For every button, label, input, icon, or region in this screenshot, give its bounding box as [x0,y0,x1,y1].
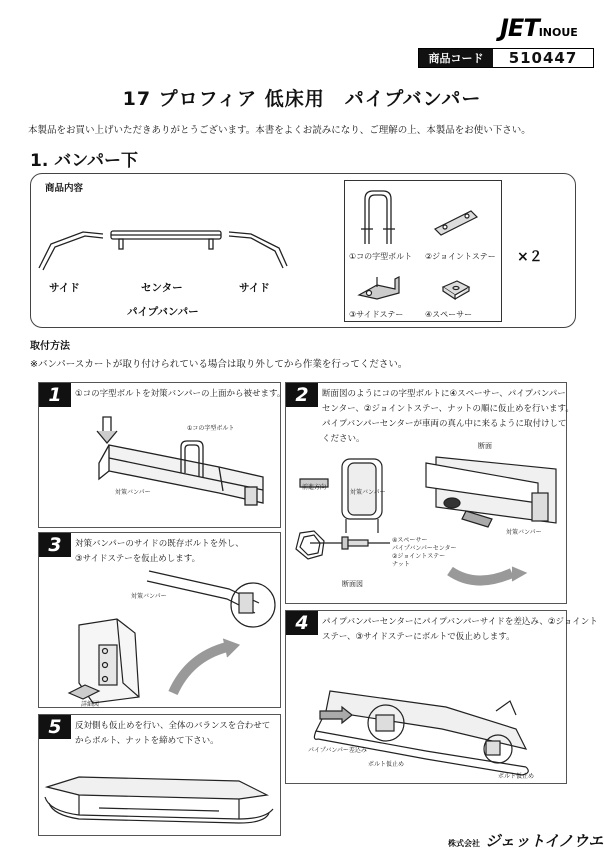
intro-text: 本製品をお買い上げいただきありがとうございます。本書をよくお読みになり、ご理解の上、本製品をお使い下さい。 [28,125,531,136]
step-4-illustration [286,611,568,785]
spacer-icon [441,277,471,303]
step-2-section-label: 断面 [478,442,492,450]
step-2-text-line-2: センター、②ジョイントステー、ナットの順に仮止めを行います。 [322,404,574,414]
step-3-text-line-1: 対策バンパーのサイドの既存ボルトを外し、 [75,539,244,549]
part-group-label: パイプバンパー [127,306,199,318]
step-2-text-line-3: パイプバンパーセンターが車両の真ん中に来るように取付けして [322,419,567,429]
step-3-illustration [39,533,282,709]
product-code-value: 510447 [508,49,578,67]
step-2-number: 2 [286,383,318,407]
step-2-text-line-4: ください。 [322,434,365,444]
side-stay-icon [355,269,405,305]
step-5-number: 5 [39,715,71,739]
page-title: 17 プロフィア 低床用 パイプバンパー [122,88,482,110]
step-2-panel [285,382,574,604]
step-4-text-line-2: ステー、③サイドステーにボルトで仮止めします。 [322,632,515,642]
step-1-bumper-label: 対策バンパー [115,489,151,496]
step-1-number: 1 [39,383,71,407]
step-2-center-label: パイプバンパーセンター [392,545,457,552]
hardware-box [344,180,502,322]
step-3-panel [38,532,281,708]
section-title: 1. バンパー下 [30,151,139,171]
step-4-bolt-label-1: ボルト仮止め [368,761,405,768]
company-name: 株式会社 ジェットイノウエ [448,832,604,850]
part-side-right-label: サイド [239,282,270,294]
procedure-heading: 取付方法 [30,341,70,352]
u-bolt-icon [359,189,399,249]
side-stay-label: ③サイドステー [349,310,404,319]
step-5-text-line-2: からボルト、ナットを締めて下さい。 [75,736,219,746]
step-2-diagram-label: 断面図 [342,580,363,588]
step-3-number: 3 [39,533,71,557]
product-code-label: 商品コード [419,49,493,67]
step-4-text-line-1: パイプバンパーセンターにパイプバンパーサイドを差込み、②ジョイント [322,617,598,627]
step-2-nut-label: ナット [392,561,410,568]
step-1-bolt-label: ①コの字型ボルト [187,425,235,432]
part-side-left-label: サイド [49,282,80,294]
step-4-number: 4 [286,611,318,635]
step-5-panel [38,714,281,836]
step-4-bolt-label-2: ボルト仮止め [498,773,535,780]
product-contents-panel [30,173,576,328]
step-2-spacer-label: ④スペーサー [392,537,428,544]
step-2-joint-label: ②ジョイントステー [392,553,446,560]
product-code-box [418,48,594,68]
step-2-illustration [286,383,568,605]
step-2-text-line-1: 断面図のようにコの字型ボルトに④スペーサー、パイプバンパー [322,389,566,399]
procedure-note: ※バンパースカートが取り付けられている場合は取り外してから作業を行ってください。 [30,359,408,370]
step-1-panel [38,382,286,528]
jet-inoue-logo: JETINOUE [500,14,578,42]
spacer-label: ④スペーサー [425,310,473,319]
step-3-text-line-2: ③サイドステーを仮止めします。 [75,554,201,564]
step-1-text: ①コの字型ボルトを対策バンパーの上面から被せます。 [75,389,286,399]
step-3-detail-label: 詳細図 [81,701,100,708]
u-bolt-label: ①コの字型ボルト [349,252,413,261]
step-2-direction-label: 前進方向 [302,484,327,491]
quantity-label: ×２ [517,249,543,265]
step-2-bumper-label: 対策バンパー [506,529,542,536]
step-4-panel [285,610,598,784]
step-4-insert-label: パイプバンパー差込み [308,747,367,754]
joint-stay-icon [431,207,481,237]
joint-stay-label: ②ジョイントステー [425,252,496,261]
part-center-label: センター [141,282,183,294]
step-3-bumper-label: 対策バンパー [131,593,167,600]
contents-heading: 商品内容 [45,183,84,194]
step-1-illustration [39,383,282,529]
step-5-illustration [39,715,282,837]
step-5-text-line-1: 反対側も仮止めを行い、全体のバランスを合わせて [75,721,271,731]
step-2-inner-bumper-label: 対策バンパー [350,489,386,496]
